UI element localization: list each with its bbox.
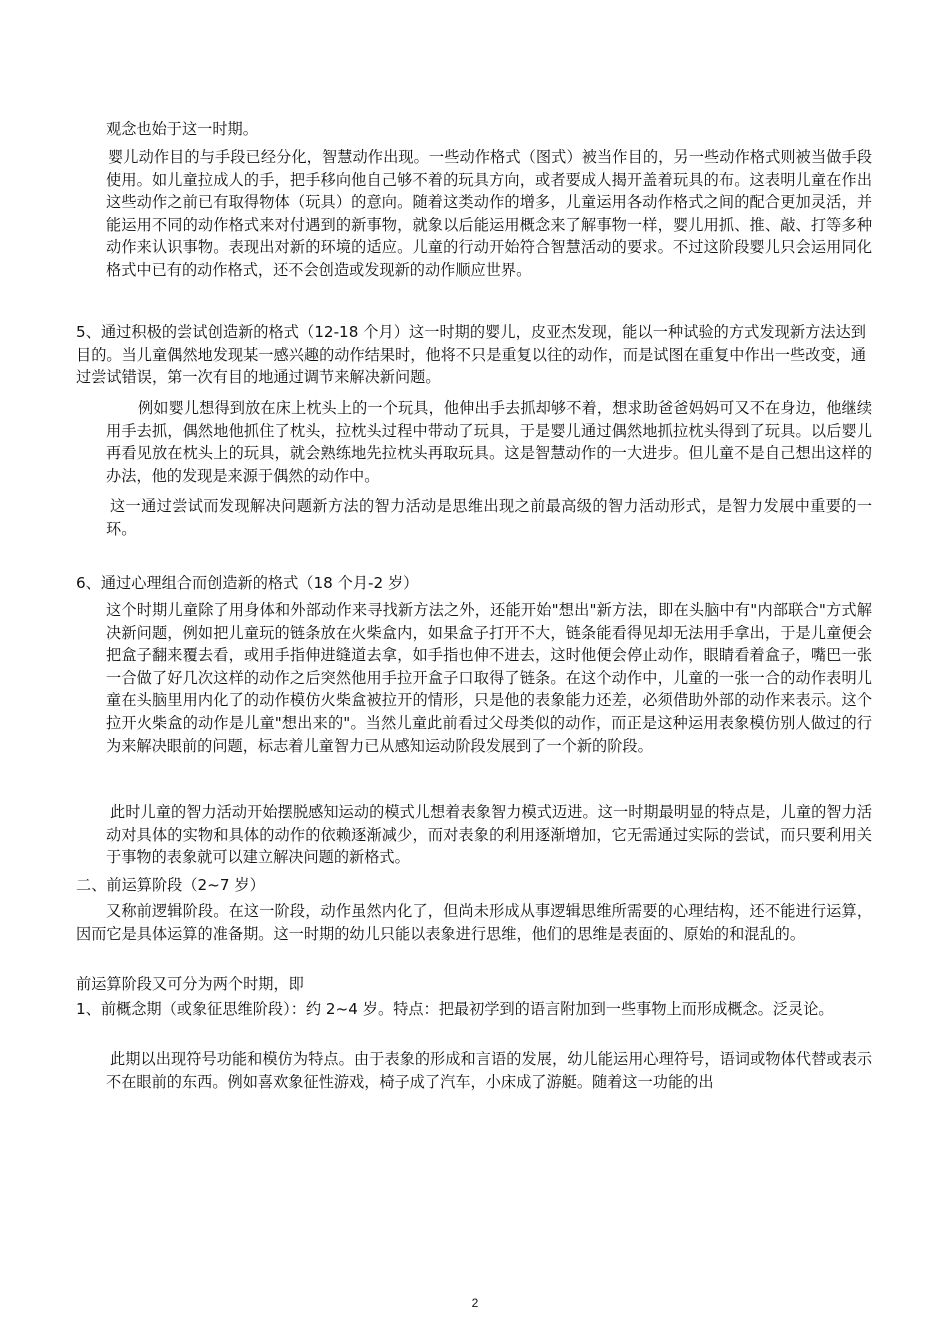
- paragraph-stage6-summary: 此时儿童的智力活动开始摆脱感知运动的模式儿想着表象智力模式迈进。这一时期最明显的特点是，儿童的智力活动对具体的实物和具体的动作的依赖逐渐减少，而对表象的利用逐渐增加，它无需通过实际的尝试，而只要利用关于事物的表象就可以建立解决问题的新格式。: [106, 803, 872, 867]
- paragraph-preoperational-intro: 又称前逻辑阶段。在这一阶段，动作虽然内化了，但尚未形成从事逻辑思维所需要的心理结构，还不能进行运算，因而它是具体运算的准备期。这一时期的幼儿只能以表象进行思维，他们的思维是表面的、原始的和混乱的。: [76, 902, 872, 943]
- heading-preoperational-stage: 二、前运算阶段（2~7 岁）: [76, 876, 265, 894]
- heading-stage6: 6、通过心理组合而创造新的格式（18 个月-2 岁）: [76, 574, 419, 592]
- page-number: 2: [471, 1296, 479, 1310]
- paragraph-stage5-example: 例如婴儿想得到放在床上枕头上的一个玩具，他伸出手去抓却够不着，想求助爸爸妈妈可又不在身边，他继续用手去抓，偶然地他抓住了枕头，拉枕头过程中带动了玩具，于是婴儿通过偶然地抓拉枕头得到了玩具。以后婴儿再看见放在枕头上的玩具，就会熟练地先拉枕头再取玩具。这是智慧动作的一大进步。但儿童不是自己想出这样的办法，他的发现是来源于偶然的动作中。: [106, 399, 872, 485]
- paragraph-two-periods: 前运算阶段又可分为两个时期，即: [76, 975, 304, 993]
- paragraph-continuation: 观念也始于这一时期。: [106, 120, 258, 138]
- paragraph-stage4-body: 婴儿动作目的与手段已经分化，智慧动作出现。一些动作格式（图式）被当作目的，另一些动作格式则被当做手段使用。如儿童拉成人的手，把手移向他自己够不着的玩具方向，或者要成人揭开盖着玩具的布。这表明儿童在作出这些动作之前已有取得物体（玩具）的意向。随着这类动作的增多，儿童运用各动作格式之间的配合更加灵活，并能运用不同的动作格式来对付遇到的新事物，就象以后能运用概念来了解事物一样，婴儿用抓、推、敲、打等多种动作来认识事物。表现出对新的环境的适应。儿童的行动开始符合智慧活动的要求。不过这阶段婴儿只会运用同化格式中已有的动作格式，还不会创造或发现新的动作顺应世界。: [106, 148, 872, 279]
- paragraph-stage6-body: 这个时期儿童除了用身体和外部动作来寻找新方法之外，还能开始"想出"新方法，即在头脑中有"内部联合"方式解决新问题，例如把儿童玩的链条放在火柴盒内，如果盒子打开不大，链条能看得见却无法用手拿出，于是儿童便会把盒子翻来覆去看，或用手指伸进缝道去拿，如手指也伸不进去，这时他便会停止动作，眼睛看着盒子，嘴巴一张一合做了好几次这样的动作之后突然他用手拉开盒子口取得了链条。在这个动作中，儿童的一张一合的动作表明儿童在头脑里用内化了的动作模仿火柴盒被拉开的情形，只是他的表象能力还差，必须借助外部的动作来表示。这个拉开火柴盒的动作是儿童"想出来的"。当然儿童此前看过父母类似的动作，而正是这种运用表象模仿别人做过的行为来解决眼前的问题，标志着儿童智力已从感知运动阶段发展到了一个新的阶段。: [106, 601, 872, 755]
- paragraph-symbolic-function: 此期以出现符号功能和模仿为特点。由于表象的形成和言语的发展，幼儿能运用心理符号，语词或物体代替或表示不在眼前的东西。例如喜欢象征性游戏，椅子成了汽车，小床成了游艇。随着这一功能的出: [106, 1050, 872, 1091]
- paragraph-stage5-summary: 这一通过尝试而发现解决问题新方法的智力活动是思维出现之前最高级的智力活动形式，是智力发展中重要的一环。: [106, 497, 872, 538]
- heading-preconceptual-period: 1、前概念期（或象征思维阶段）：约 2~4 岁。特点：把最初学到的语言附加到一些事物上而形成概念。泛灵论。: [76, 1000, 834, 1018]
- heading-stage5: 5、通过积极的尝试创造新的格式（12-18 个月）这一时期的婴儿，皮亚杰发现，能以一种试验的方式发现新方法达到目的。当儿童偶然地发现某一感兴趣的动作结果时，他将不只是重复以往的动作，而是试图在重复中作出一些改变，通过尝试错误，第一次有目的地通过调节来解决新问题。: [76, 323, 866, 387]
